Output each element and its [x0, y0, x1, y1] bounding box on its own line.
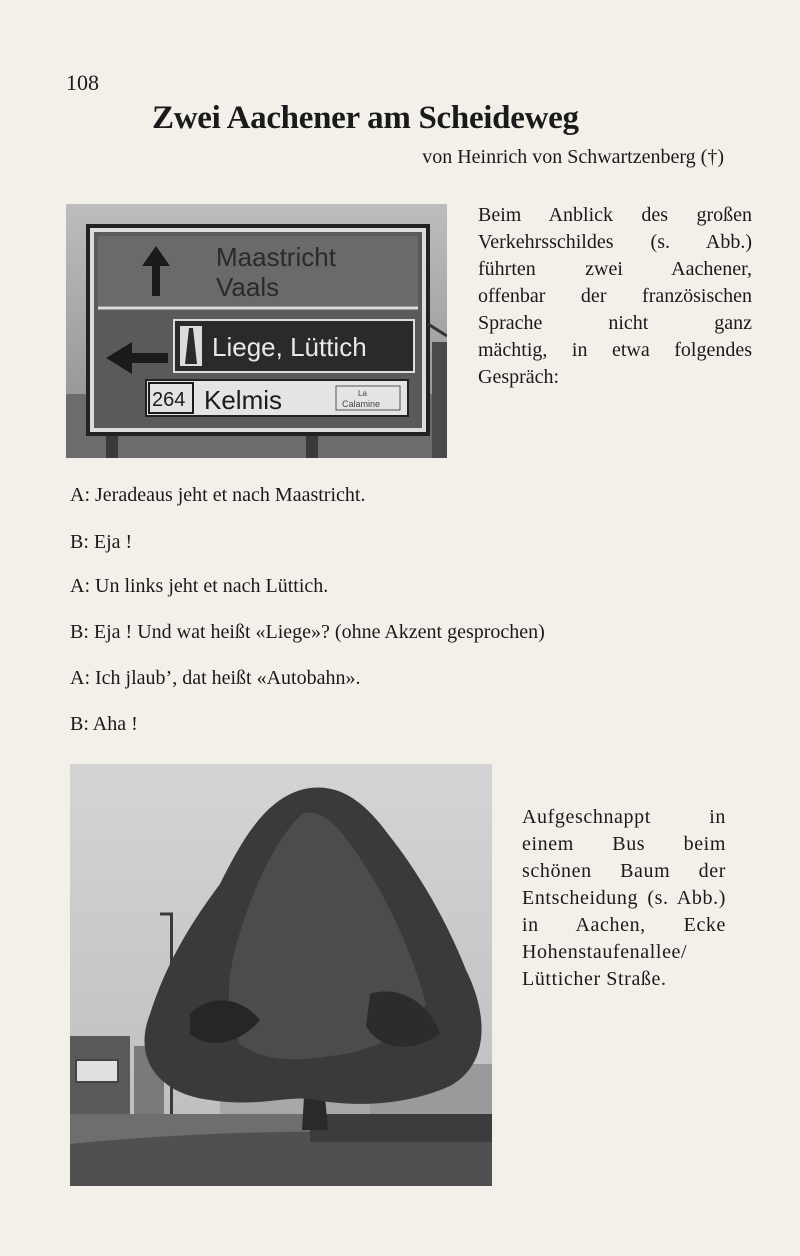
intro-line: führten zwei Aachener, — [478, 258, 752, 280]
sign-destination-maastricht: Maastricht — [216, 242, 336, 272]
caption-line: Aufgeschnappt in — [522, 806, 726, 828]
sign-route-number: 264 — [152, 389, 186, 411]
intro-line: offenbar der französischen — [478, 285, 752, 307]
intro-paragraph — [478, 202, 752, 391]
dialogue-line-4: B: Eja ! Und wat heißt «Liege»? (ohne Akzent gesprochen) — [70, 621, 545, 643]
sign-small-la: La — [358, 389, 367, 398]
tree-photo — [70, 764, 492, 1186]
dialogue-line-5: A: Ich jlaub’, dat heißt «Autobahn». — [70, 667, 361, 689]
caption-line: Lütticher Straße. — [522, 968, 667, 990]
dialogue-line-3: A: Un links jeht et nach Lüttich. — [70, 575, 329, 597]
sign-destination-liege: Liege, Lüttich — [212, 332, 367, 362]
intro-line: Beim Anblick des großen — [478, 204, 752, 226]
dialogue-line-6: B: Aha ! — [70, 713, 138, 735]
intro-line: mächtig, in etwa folgendes — [478, 339, 752, 361]
sign-destination-vaals: Vaals — [216, 272, 280, 302]
dialogue-line-2: B: Eja ! — [70, 531, 133, 553]
road-sign-illustration — [66, 204, 447, 458]
caption-line: Hohenstaufenallee/ — [522, 941, 688, 963]
sign-destination-kelmis: Kelmis — [204, 385, 283, 415]
intro-line: Gespräch: — [478, 366, 560, 388]
tree-illustration — [70, 764, 492, 1186]
caption-line: in Aachen, Ecke — [522, 914, 726, 936]
caption-line: Entscheidung (s. Abb.) — [522, 887, 726, 909]
intro-line: Verkehrsschildes (s. Abb.) — [478, 231, 752, 253]
sign-small-calamine: Calamine — [342, 399, 381, 409]
intro-line: Sprache nicht ganz — [478, 312, 752, 334]
road-sign-photo — [66, 204, 447, 458]
tree-caption — [522, 804, 726, 993]
caption-line: einem Bus beim — [522, 833, 726, 855]
article-title: Zwei Aachener am Scheideweg — [152, 100, 579, 136]
caption-line: schönen Baum der — [522, 860, 726, 882]
page-number: 108 — [66, 70, 99, 95]
dialogue-line-1: A: Jeradeaus jeht et nach Maastricht. — [70, 484, 366, 506]
author-byline: von Heinrich von Schwartzenberg (†) — [422, 146, 724, 168]
